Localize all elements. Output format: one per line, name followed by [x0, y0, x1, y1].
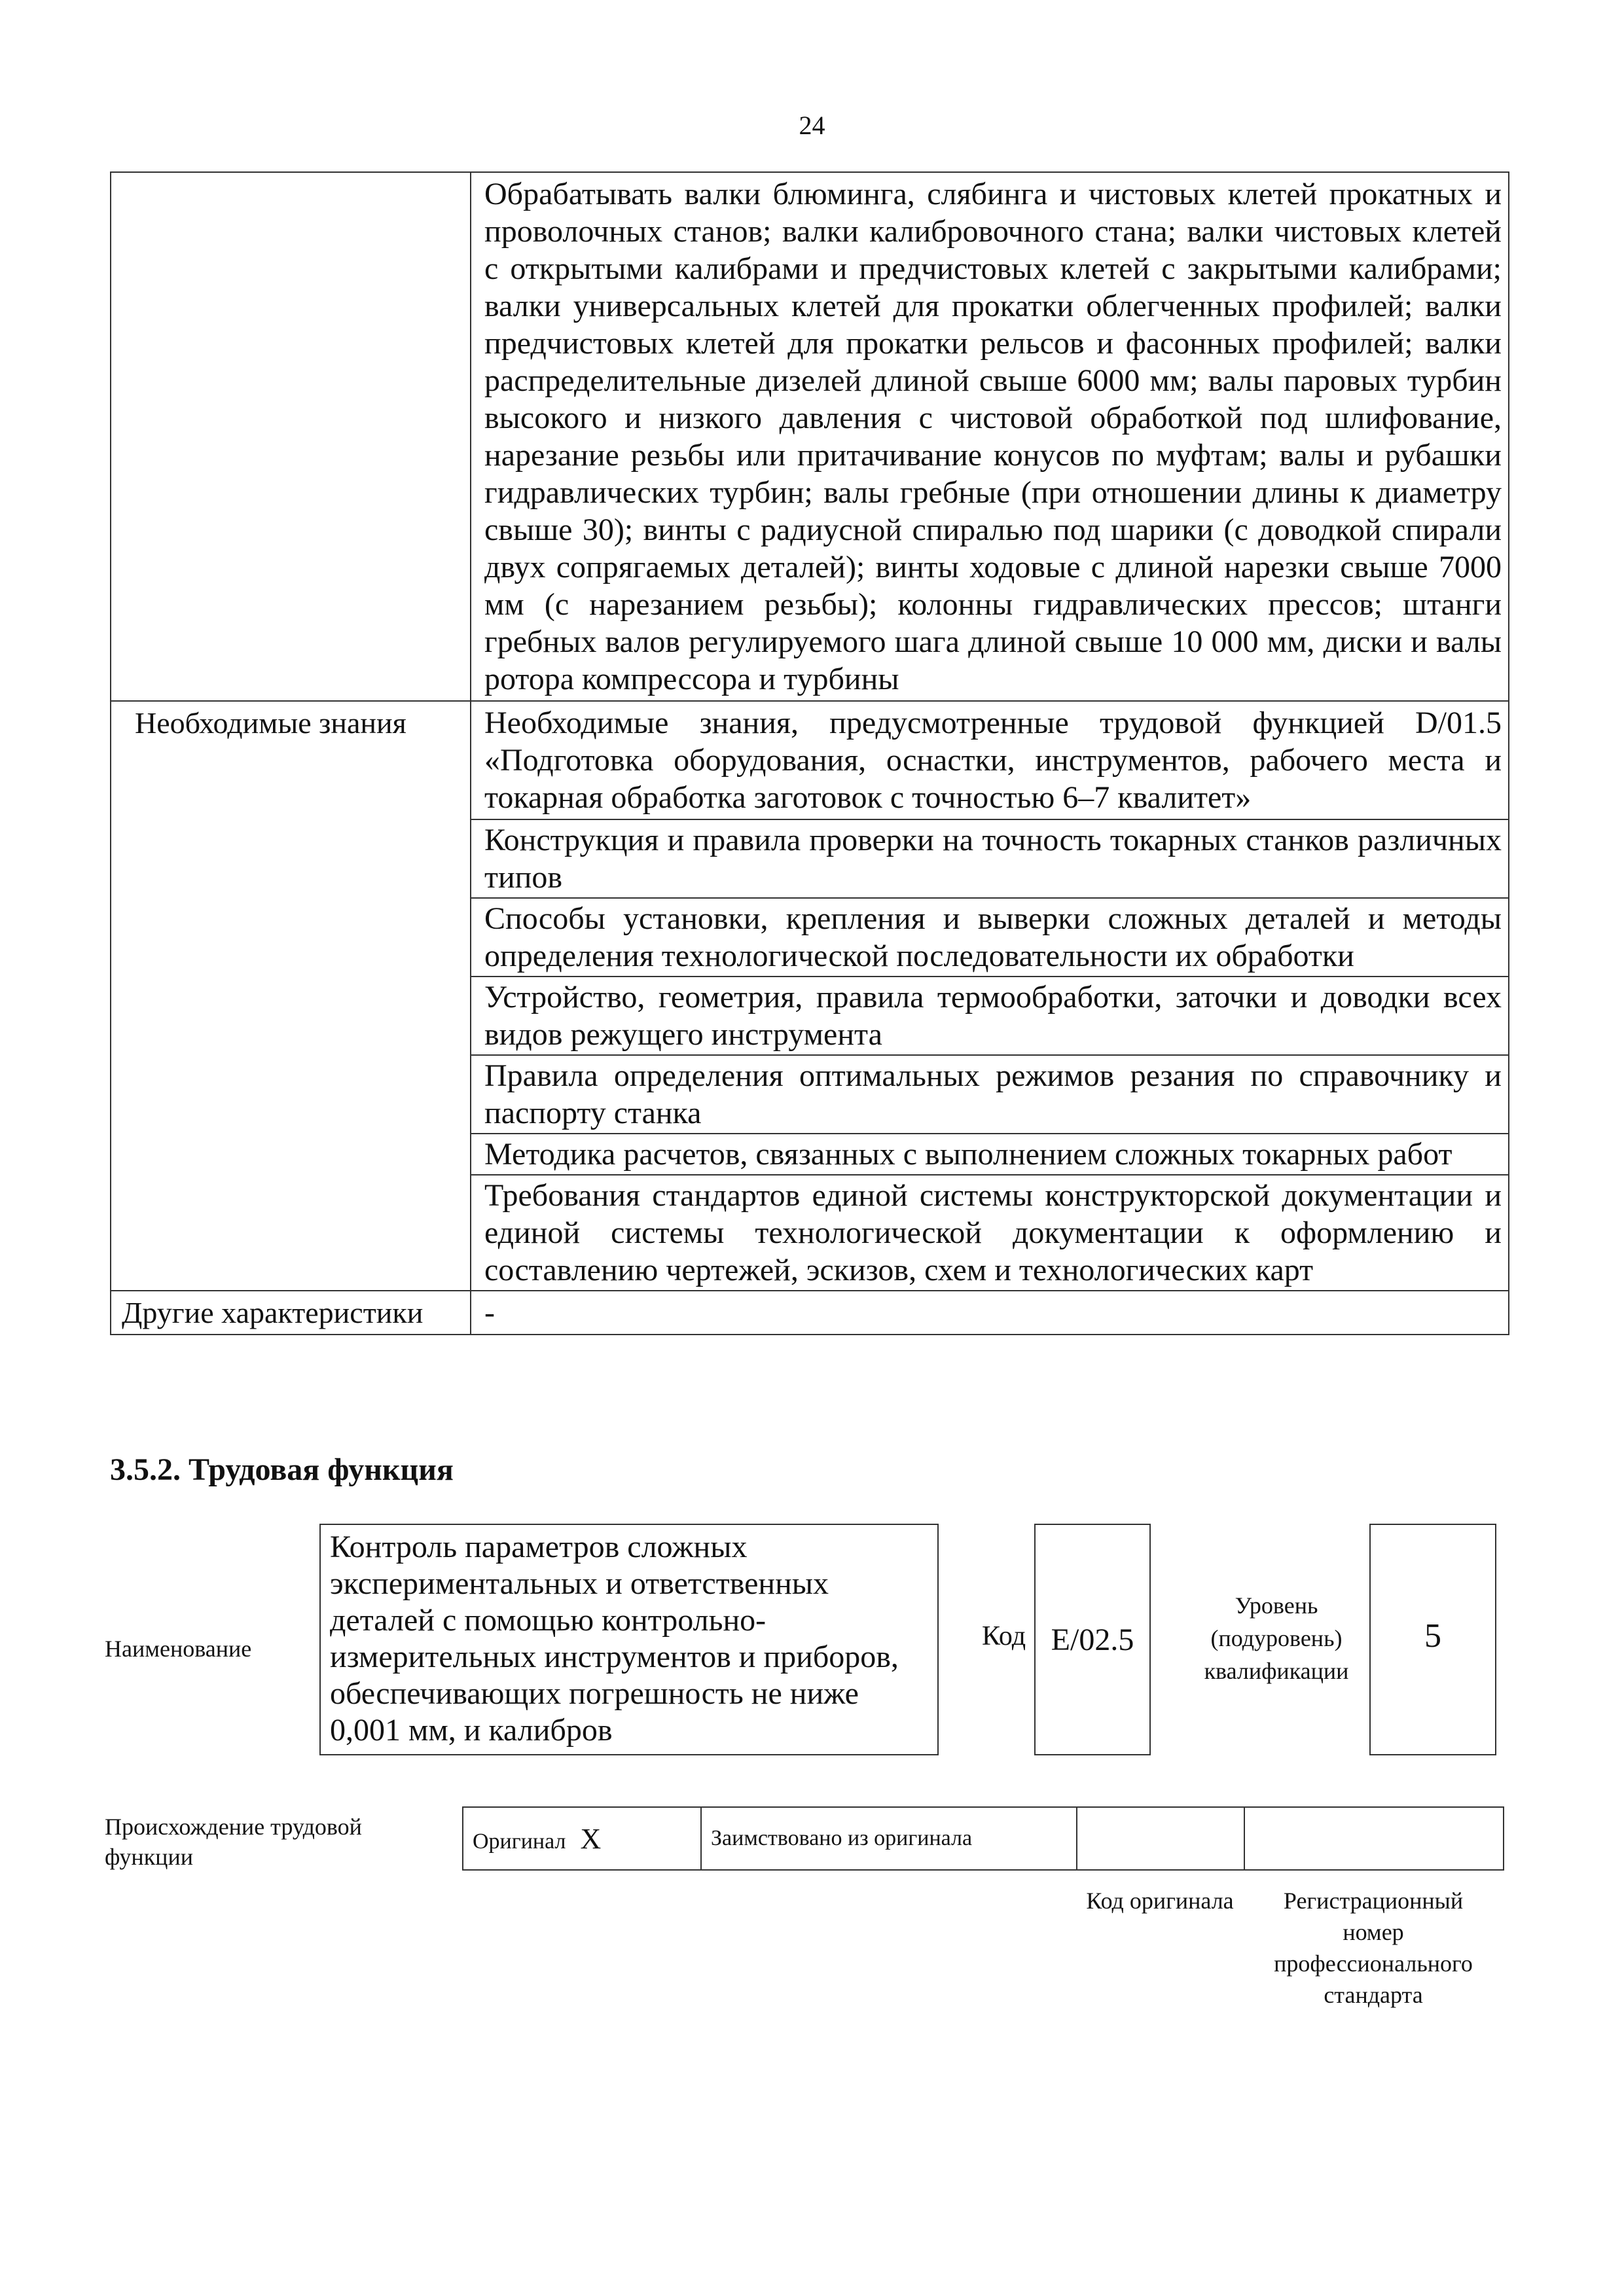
qualification-level-value: 5	[1369, 1524, 1496, 1755]
other-characteristics-label: Другие характеристики	[111, 1291, 471, 1335]
knowledge-item: Конструкция и правила проверки на точность токарных станков различных типов	[471, 819, 1509, 898]
table-row	[111, 701, 1509, 819]
section-heading: 3.5.2. Трудовая функция	[110, 1452, 454, 1487]
knowledge-item: Требования стандартов единой системы конструкторской документации и единой системы технологической документации к оформлению и составлению чертежей, эскизов, схем и технологических карт	[471, 1175, 1509, 1291]
registration-number-caption: Регистрационный номер профессионального стандарта	[1274, 1888, 1473, 2008]
qualification-level-label: Уровень (подуровень) квалификации	[1204, 1592, 1349, 1684]
knowledge-table	[110, 171, 1509, 1335]
function-name-value: Контроль параметров сложных экспериментальных и ответственных деталей с помощью контрольно-измерительных инструментов и приборов, обеспечивающих погрешность не ниже 0,001 мм, и калибров	[319, 1524, 939, 1755]
original-mark: X	[580, 1822, 602, 1855]
function-code-label: Код	[982, 1621, 1026, 1651]
origin-code-caption: Код оригинала	[1086, 1888, 1234, 1914]
original-cell	[463, 1807, 701, 1870]
origin-table	[462, 1806, 1504, 1871]
knowledge-item: Методика расчетов, связанных с выполнением сложных токарных работ	[471, 1134, 1509, 1175]
knowledge-item: Необходимые знания, предусмотренные трудовой функцией D/01.5 «Подготовка оборудования, оснастки, инструментов, рабочего места и токарная обработка заготовок с точностью 6–7 квалитет»	[471, 701, 1509, 819]
original-label: Оригинал	[473, 1829, 566, 1854]
knowledge-item: Способы установки, крепления и выверки сложных деталей и методы определения технологической последовательности их обработки	[471, 898, 1509, 977]
knowledge-item: Правила определения оптимальных режимов резания по справочнику и паспорту станка	[471, 1055, 1509, 1134]
knowledge-item: Устройство, геометрия, правила термообработки, заточки и доводки всех видов режущего инструмента	[471, 977, 1509, 1055]
page-number: 24	[799, 111, 825, 140]
registration-number-cell	[1244, 1807, 1504, 1870]
table-row	[463, 1807, 1504, 1870]
empty-label-cell	[111, 172, 471, 701]
other-characteristics-value: -	[471, 1291, 1509, 1335]
knowledge-label: Необходимые знания	[111, 701, 471, 1291]
work-actions-text: Обрабатывать валки блюминга, слябинга и чистовых клетей прокатных и проволочных станов; валки калибровочного стана; валки чистовых клетей с открытыми калибрами и предчистовых клетей с закрытыми калибрами; валки универсальных клетей для прокатки облегченных профилей; валки предчистовых клетей для прокатки рельсов и фасонных профилей; валки распределительные дизелей длиной свыше 6000 мм; валы паровых турбин высокого и низкого давления с чистовой обработкой под шлифование, нарезание резьбы или притачивание конусов по муфтам; валы и рубашки гидравлических турбин; валы гребные (при отношении длины к диаметру свыше 30); винты с радиусной спиралью под шарики (с доводкой спирали двух сопрягаемых деталей); винты ходовые с длиной нарезки свыше 7000 мм (с нарезанием резьбы); колонны гидравлических прессов; штанги гребных валов регулируемого шага длиной свыше 10 000 мм, диски и валы ротора компрессора и турбины	[471, 172, 1509, 701]
function-name-label: Наименование	[105, 1636, 252, 1662]
table-row	[111, 1291, 1509, 1335]
function-code-value: E/02.5	[1034, 1524, 1151, 1755]
borrowed-label: Заимствовано из оригинала	[701, 1807, 1077, 1870]
origin-code-cell	[1077, 1807, 1244, 1870]
table-row	[111, 172, 1509, 701]
origin-label: Происхождение трудовой функции	[105, 1814, 362, 1870]
